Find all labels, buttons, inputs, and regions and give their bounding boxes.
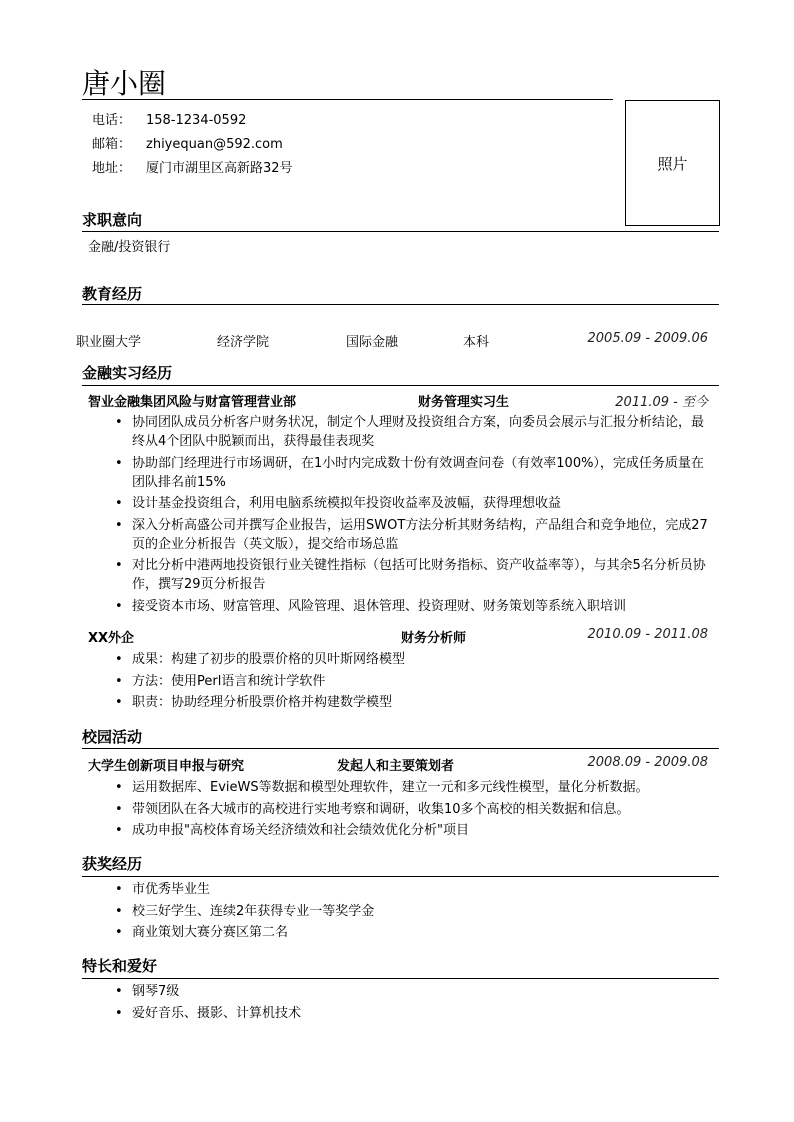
contact-email — [92, 133, 283, 152]
list-item: • 接受资本市场、财富管理、风险管理、退休管理、投资理财、财务策划等系统入职培训 — [115, 597, 715, 616]
address-value: 厦门市湖里区高新路32号 — [146, 161, 293, 176]
photo-label: 照片 — [657, 154, 688, 173]
list-item: • 爱好音乐、摄影、计算机技术 — [115, 1004, 715, 1023]
contact-address — [92, 157, 293, 176]
section-title-internship: 金融实习经历 — [82, 364, 173, 382]
section-divider — [82, 978, 719, 979]
list-item: • 成果：构建了初步的股票价格的贝叶斯网络模型 — [115, 650, 715, 669]
header-divider — [82, 99, 613, 100]
internship-org: 智业金融集团风险与财富管理营业部 — [88, 395, 297, 410]
internship-bullets — [115, 413, 715, 618]
list-item: • 协助部门经理进行市场调研，在1小时内完成数十份有效调查问卷（有效率100%），完成任务质量在团队排名前15% — [115, 454, 715, 492]
campus-org: 大学生创新项目申报与研究 — [88, 759, 245, 774]
photo-placeholder — [625, 100, 720, 226]
contact-label: 邮箱： — [92, 137, 132, 152]
section-title-objective: 求职意向 — [82, 211, 143, 229]
list-item: • 对比分析中港两地投资银行业关键性指标（包括可比财务指标、资产收益率等），与其余5名分析员协作，撰写29页分析报告 — [115, 556, 715, 594]
internship-org: XX外企 — [88, 631, 135, 646]
internship-role: 财务分析师 — [401, 631, 467, 646]
list-item: • 市优秀毕业生 — [115, 880, 715, 899]
campus-date: 2008.09 - 2009.08 — [587, 755, 708, 770]
education-major: 国际金融 — [346, 335, 399, 350]
phone-value: 158-1234-0592 — [146, 113, 247, 128]
list-item: • 校三好学生、连续2年获得专业一等奖学金 — [115, 902, 715, 921]
objective-value: 金融/投资银行 — [88, 240, 171, 255]
section-divider — [82, 385, 719, 386]
email-value: zhiyequan@592.com — [146, 137, 283, 152]
list-item: • 方法：使用Perl语言和统计学软件 — [115, 672, 715, 691]
contact-label: 电话： — [92, 113, 132, 128]
list-item: • 钢琴7级 — [115, 982, 715, 1001]
education-degree: 本科 — [463, 335, 490, 350]
list-item: • 协同团队成员分析客户财务状况，制定个人理财及投资组合方案，向委员会展示与汇报分析结论，最终从4个团队中脱颖而出，获得最佳表现奖 — [115, 413, 715, 451]
internship-role: 财务管理实习生 — [418, 395, 510, 410]
section-title-campus: 校园活动 — [82, 728, 143, 746]
education-college: 经济学院 — [217, 335, 270, 350]
internship-bullets — [115, 650, 715, 715]
section-divider — [82, 748, 719, 749]
awards-bullets — [115, 880, 715, 945]
list-item: • 职责：协助经理分析股票价格并构建数学模型 — [115, 693, 715, 712]
campus-role: 发起人和主要策划者 — [337, 759, 455, 774]
section-title-hobbies: 特长和爱好 — [82, 957, 158, 975]
section-divider — [82, 304, 719, 305]
section-title-awards: 获奖经历 — [82, 855, 143, 873]
internship-date: 2011.09 - 至今 — [615, 395, 708, 410]
list-item: • 商业策划大赛分赛区第二名 — [115, 923, 715, 942]
contact-phone — [92, 109, 246, 128]
hobbies-bullets — [115, 982, 715, 1025]
list-item: • 带领团队在各大城市的高校进行实地考察和调研，收集10多个高校的相关数据和信息。 — [115, 800, 715, 819]
contact-label: 地址： — [92, 161, 132, 176]
candidate-name: 唐小圈 — [82, 67, 167, 100]
section-divider — [82, 876, 719, 877]
list-item: • 设计基金投资组合，利用电脑系统模拟年投资收益率及波幅，获得理想收益 — [115, 494, 715, 513]
internship-date: 2010.09 - 2011.08 — [587, 627, 708, 642]
education-date: 2005.09 - 2009.06 — [587, 331, 708, 346]
section-title-education: 教育经历 — [82, 285, 143, 303]
campus-bullets — [115, 778, 715, 843]
list-item: • 成功申报"高校体育场关经济绩效和社会绩效优化分析"项目 — [115, 821, 715, 840]
list-item: • 运用数据库、EvieWS等数据和模型处理软件，建立一元和多元线性模型，量化分析数据。 — [115, 778, 715, 797]
list-item: • 深入分析高盛公司并撰写企业报告，运用SWOT方法分析其财务结构，产品组合和竞争地位，完成27页的企业分析报告（英文版），提交给市场总监 — [115, 516, 715, 554]
section-divider — [82, 231, 719, 232]
education-school: 职业圈大学 — [76, 335, 142, 350]
